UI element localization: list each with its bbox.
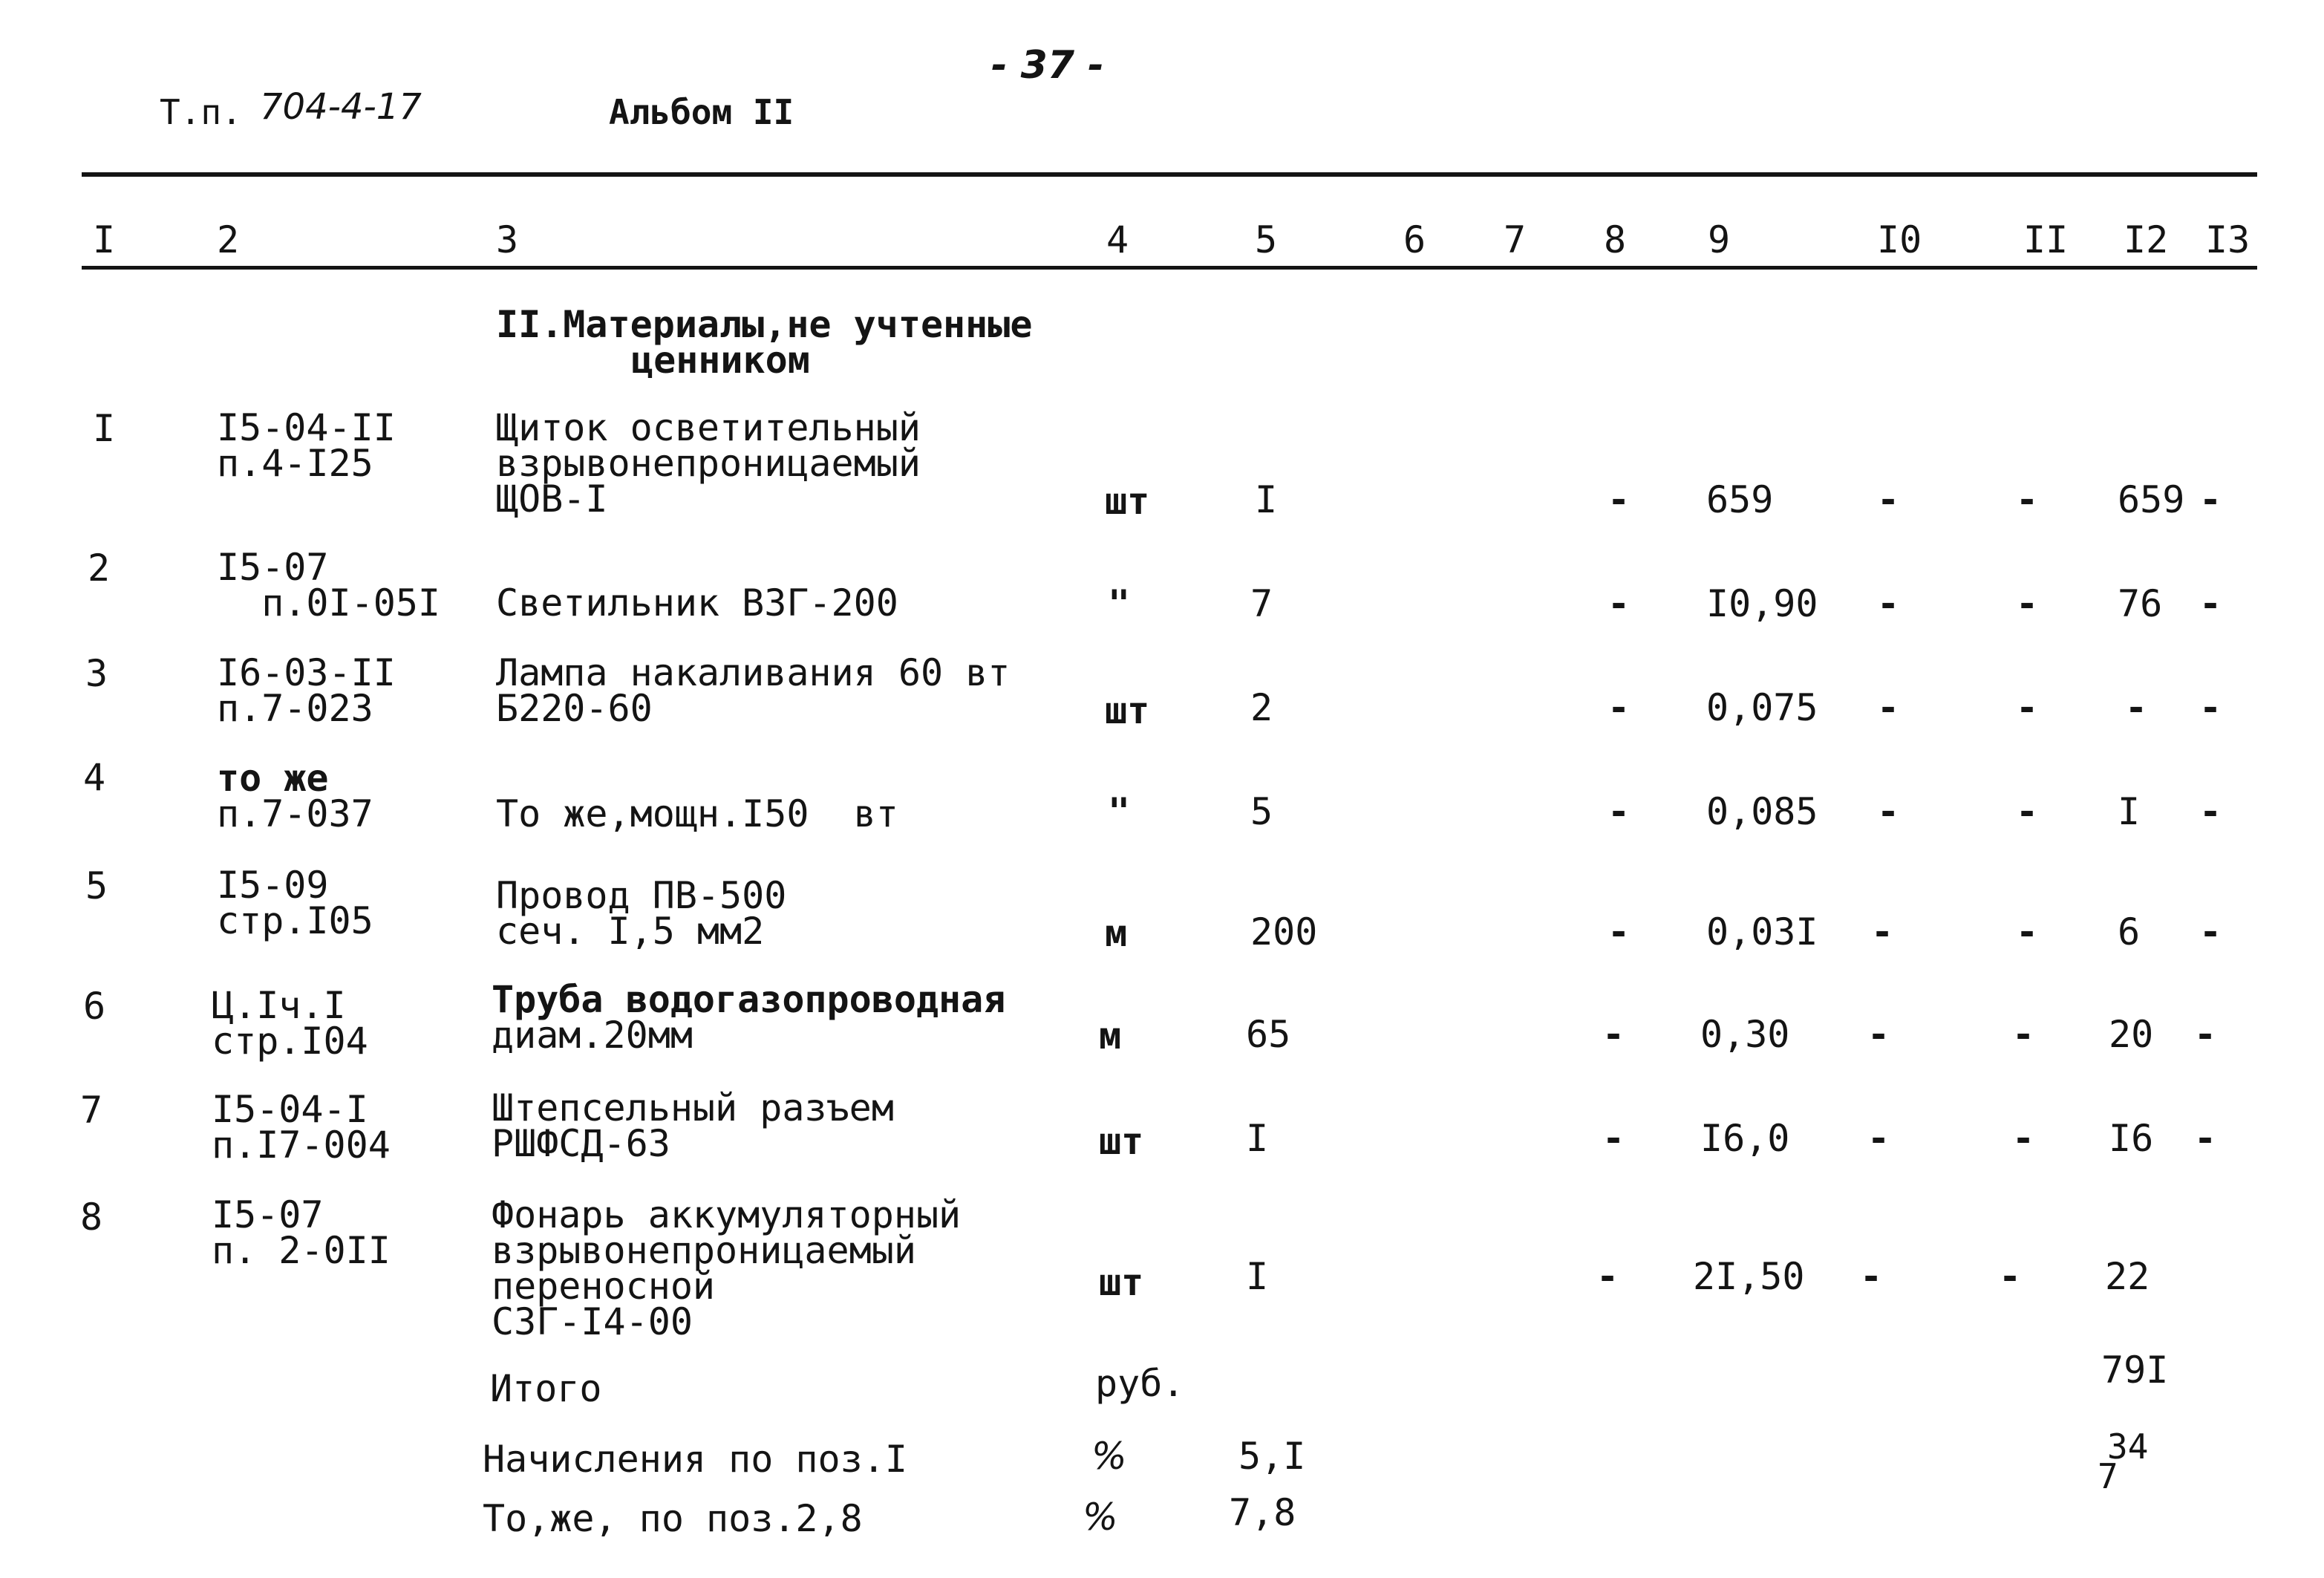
row-col11: - [2016, 686, 2039, 729]
row-unit: м [1099, 1014, 1122, 1057]
totals-label: Итого [490, 1367, 602, 1410]
row-price: 0,30 [1700, 1013, 1790, 1056]
charge-value: 7 [2098, 1456, 2118, 1496]
row-code: I5-04-I п.I7-004 [212, 1088, 391, 1167]
row-total: 6 [2118, 910, 2141, 953]
col-num-8: 8 [1604, 218, 1627, 261]
row-code: I6-03-II п.7-023 [217, 651, 396, 730]
row-qty: 200 [1250, 910, 1318, 953]
row-qty: I [1246, 1255, 1269, 1298]
charge-rate: 5,I [1238, 1435, 1306, 1478]
col-num-5: 5 [1255, 218, 1278, 261]
row-unit: м [1105, 912, 1128, 955]
row-qty: 65 [1246, 1013, 1291, 1056]
row-name: Фонарь аккумуляторный взрывонепроницаемый переносной СЗГ-I4-00 [492, 1193, 962, 1343]
row-code: I5-07 п.0I-05I [217, 546, 441, 625]
row-col13: - [2199, 910, 2222, 953]
charge-label: Начисления по поз.I [483, 1438, 907, 1481]
row-col13: - [2194, 1117, 2217, 1160]
row-col8: - [1607, 910, 1631, 953]
row-code: I5-07 п. 2-0II [212, 1193, 391, 1272]
charge-label: То,же, по поз.2,8 [483, 1497, 863, 1540]
row-qty: 5 [1250, 790, 1273, 833]
row-unit: шт [1099, 1261, 1144, 1304]
row-number: 3 [85, 652, 108, 695]
row-qty: 2 [1250, 686, 1273, 729]
row-name: Лампа накаливания 60 вт Б220-60 [496, 651, 1011, 730]
row-number: 2 [88, 547, 111, 590]
row-number: 4 [83, 756, 106, 799]
row-name: Щиток осветительный взрывонепроницаемый ЩОВ-I [496, 406, 921, 521]
col-num-9: 9 [1708, 218, 1731, 261]
col-num-4: 4 [1106, 218, 1129, 261]
row-total: I6 [2109, 1117, 2154, 1160]
row-col13: - [2199, 686, 2222, 729]
row-col10: - [1871, 910, 1894, 953]
row-code: I5-09 стр.I05 [217, 864, 373, 942]
row-col8: - [1596, 1255, 1619, 1298]
page-number: - 37 - [991, 43, 1104, 88]
row-col11: - [2012, 1117, 2035, 1160]
row-qty: I [1246, 1117, 1269, 1160]
header-rule [82, 266, 2257, 270]
row-col10: - [1877, 478, 1900, 521]
row-col13: - [2199, 478, 2222, 521]
row-col10: - [1877, 686, 1900, 729]
row-unit: шт [1105, 480, 1150, 523]
col-num-10: I0 [1877, 218, 1922, 261]
row-col13: - [2199, 582, 2222, 625]
row-col8: - [1607, 582, 1631, 625]
col-num-1: I [93, 218, 116, 261]
row-price: 0,085 [1706, 790, 1818, 833]
charge-value: 34 [2107, 1427, 2149, 1467]
album-label: Альбом II [609, 92, 794, 132]
totals-unit: руб. [1095, 1362, 1185, 1405]
section-title-line-2: ценником [631, 339, 810, 382]
row-col11: - [2016, 582, 2039, 625]
row-col8: - [1607, 790, 1631, 833]
row-total: 659 [2118, 478, 2185, 521]
row-price: 0,03I [1706, 910, 1818, 953]
row-number: 5 [85, 864, 108, 907]
row-unit: " [1108, 582, 1131, 625]
row-col10: - [1860, 1255, 1883, 1298]
col-num-11: II [2023, 218, 2069, 261]
col-num-3: 3 [496, 218, 519, 261]
row-qty: 7 [1250, 582, 1273, 625]
row-code: то же п.7-037 [217, 757, 373, 835]
row-col11: - [1999, 1255, 2022, 1298]
row-name: Светильник ВЗГ-200 [496, 581, 898, 625]
col-num-6: 6 [1403, 218, 1426, 261]
row-col11: - [2016, 478, 2039, 521]
row-name: Штепсельный разъем РШФСД-63 [492, 1086, 894, 1165]
row-col11: - [2016, 910, 2039, 953]
row-qty: I [1255, 478, 1278, 521]
col-num-2: 2 [217, 218, 240, 261]
row-col10: - [1867, 1117, 1890, 1160]
row-total: 22 [2105, 1255, 2150, 1298]
row-price: 2I,50 [1693, 1255, 1805, 1298]
row-col8: - [1607, 686, 1631, 729]
row-price: I0,90 [1706, 582, 1818, 625]
row-price: 659 [1706, 478, 1774, 521]
row-price: 0,075 [1706, 686, 1818, 729]
row-unit: " [1108, 790, 1131, 833]
charge-unit: % [1083, 1496, 1118, 1539]
row-number: 8 [80, 1196, 103, 1239]
row-number: 7 [80, 1089, 103, 1132]
row-col10: - [1877, 790, 1900, 833]
row-price: I6,0 [1700, 1117, 1790, 1160]
row-col11: - [2016, 790, 2039, 833]
row-name: Труба водогазопроводная диам.20мм [492, 978, 1006, 1057]
row-number: 6 [83, 985, 106, 1028]
row-col8: - [1607, 478, 1631, 521]
top-rule [82, 172, 2257, 177]
col-num-7: 7 [1504, 218, 1527, 261]
doc-prefix: Т.п. [160, 92, 242, 132]
col-num-12: I2 [2124, 218, 2169, 261]
doc-number: 704-4-17 [260, 86, 422, 128]
row-total: I [2118, 790, 2141, 833]
row-col8: - [1602, 1013, 1625, 1056]
row-name: Провод ПВ-500 сеч. I,5 мм2 [496, 874, 787, 953]
row-name: То же,мощн.I50 вт [496, 792, 898, 835]
row-total: 20 [2109, 1013, 2154, 1056]
row-col10: - [1867, 1013, 1890, 1056]
row-unit: шт [1105, 689, 1150, 732]
charge-rate: 7,8 [1229, 1491, 1296, 1534]
row-col13: - [2199, 790, 2222, 833]
row-col10: - [1877, 582, 1900, 625]
row-total: - [2125, 686, 2148, 729]
row-code: I5-04-II п.4-I25 [217, 406, 396, 485]
totals-value: 79I [2101, 1349, 2169, 1392]
row-code: Ц.Iч.I стр.I04 [212, 984, 368, 1063]
row-col13: - [2194, 1013, 2217, 1056]
row-number: I [93, 407, 116, 450]
row-unit: шт [1099, 1120, 1144, 1163]
charge-unit: % [1091, 1435, 1127, 1478]
row-total: 76 [2118, 582, 2163, 625]
row-col8: - [1602, 1117, 1625, 1160]
section-title-line-1: II.Материалы,не учтенные [496, 303, 1033, 346]
row-col11: - [2012, 1013, 2035, 1056]
col-num-13: I3 [2205, 218, 2250, 261]
